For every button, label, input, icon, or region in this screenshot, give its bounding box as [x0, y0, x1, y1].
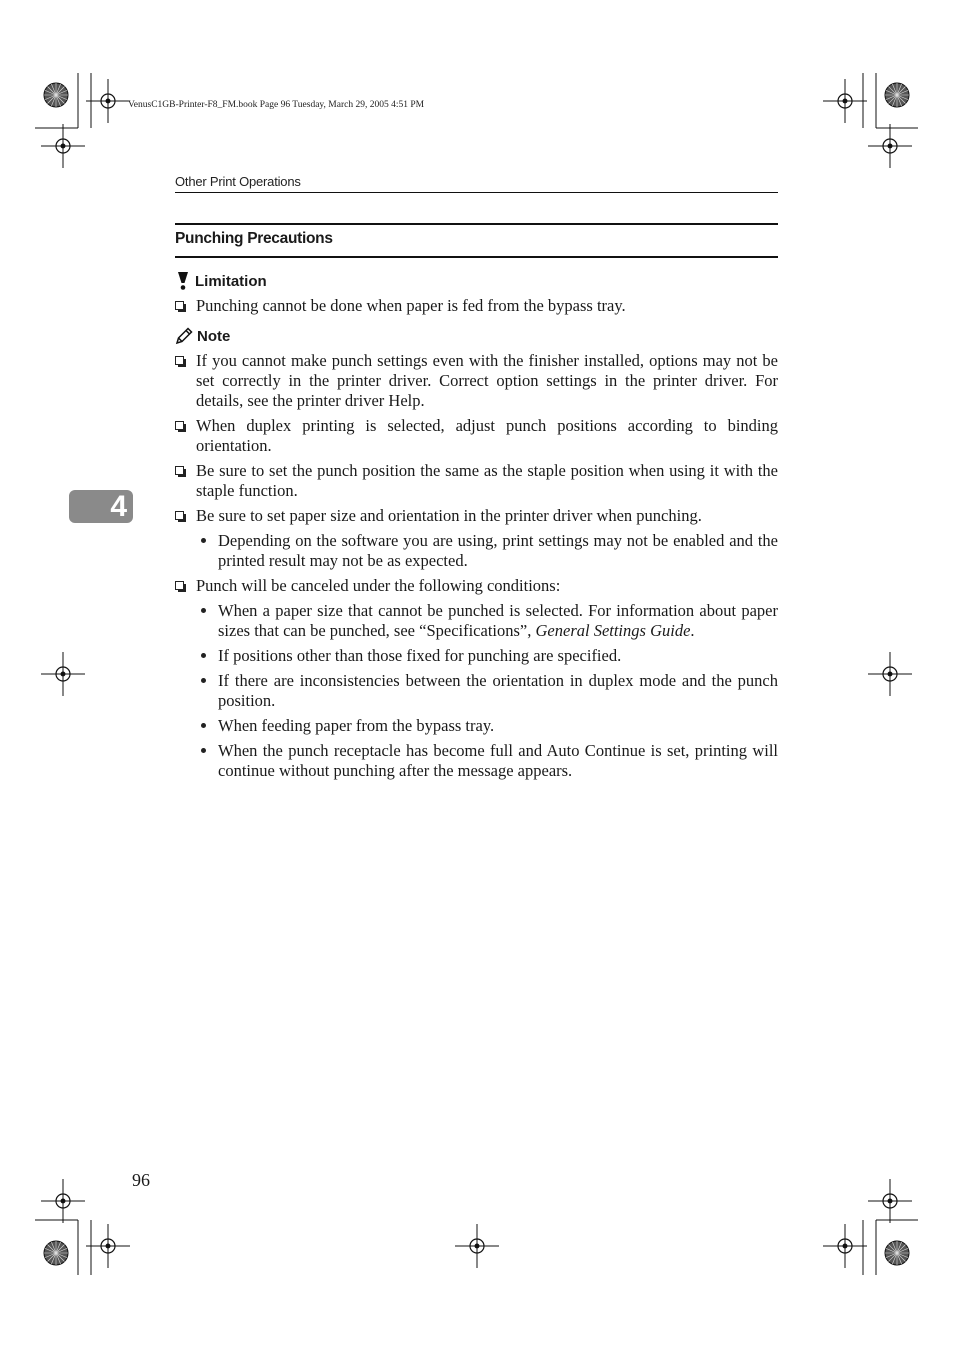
- note-list: [175, 351, 778, 786]
- checkbox-bullet-icon: [175, 356, 184, 365]
- list-item: When duplex printing is selected, adjust punch positions according to binding orientation.: [175, 416, 778, 456]
- note-heading: [175, 327, 230, 345]
- chapter-tab: 4: [69, 490, 133, 523]
- sub-list-item: When feeding paper from the bypass tray.: [175, 716, 778, 736]
- list-item: Be sure to set paper size and orientation in the printer driver when punching.: [175, 506, 778, 526]
- sub-list-item: When a paper size that cannot be punched is selected. For information about paper sizes that can be punched, see “Specifications”, General Settings Guide.: [175, 601, 778, 641]
- pencil-icon: [175, 327, 193, 345]
- limitation-label: Limitation: [195, 272, 267, 290]
- print-meta-line: VenusC1GB-Printer-F8_FM.book Page 96 Tuesday, March 29, 2005 4:51 PM: [128, 100, 425, 110]
- section-top-rule: [175, 223, 778, 225]
- checkbox-bullet-icon: [175, 301, 184, 310]
- page-number: 96: [132, 1170, 150, 1190]
- sub-list-item: Depending on the software you are using, print settings may not be enabled and the printed result may not be as expected.: [175, 531, 778, 571]
- limitation-list: [175, 296, 778, 316]
- running-header: Other Print Operations: [175, 174, 301, 189]
- limitation-heading: [175, 271, 267, 291]
- guide-title: General Settings Guide: [535, 621, 691, 640]
- dot-bullet-icon: [201, 723, 206, 728]
- list-item: Punch will be canceled under the following conditions:: [175, 576, 778, 596]
- list-item: Punching cannot be done when paper is fed from the bypass tray.: [175, 296, 778, 316]
- dot-bullet-icon: [201, 748, 206, 753]
- section-title: Punching Precautions: [175, 230, 333, 247]
- sub-list-item: When the punch receptacle has become full and Auto Continue is set, printing will continue without punching after the message appears.: [175, 741, 778, 781]
- checkbox-bullet-icon: [175, 466, 184, 475]
- section-bottom-rule: [175, 256, 778, 258]
- sub-list-item: If positions other than those fixed for punching are specified.: [175, 646, 778, 666]
- checkbox-bullet-icon: [175, 421, 184, 430]
- header-rule: [175, 192, 778, 193]
- checkbox-bullet-icon: [175, 581, 184, 590]
- dot-bullet-icon: [201, 678, 206, 683]
- sub-list-item: If there are inconsistencies between the orientation in duplex mode and the punch position.: [175, 671, 778, 711]
- checkbox-bullet-icon: [175, 511, 184, 520]
- list-item: Be sure to set the punch position the same as the staple position when using it with the staple function.: [175, 461, 778, 501]
- dot-bullet-icon: [201, 538, 206, 543]
- dot-bullet-icon: [201, 653, 206, 658]
- note-label: Note: [197, 327, 231, 345]
- exclamation-icon: [175, 271, 191, 291]
- list-item: If you cannot make punch settings even with the finisher installed, options may not be set correctly in the printer driver. Correct option settings in the printer driver. For details, see the printer driver Help.: [175, 351, 778, 411]
- dot-bullet-icon: [201, 608, 206, 613]
